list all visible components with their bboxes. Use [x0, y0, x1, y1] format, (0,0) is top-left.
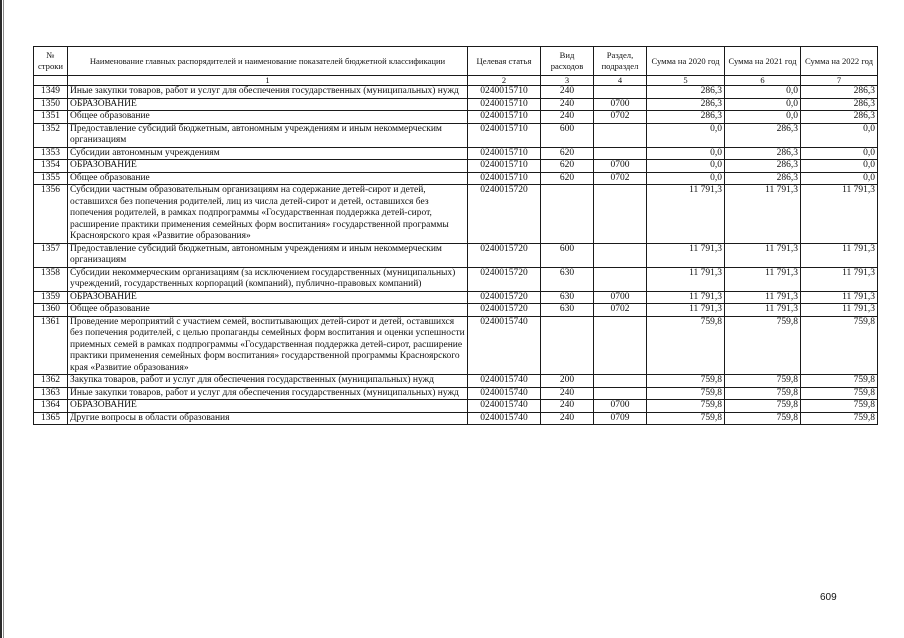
header-section: Раздел, подраздел	[594, 47, 647, 76]
column-number: 2	[468, 76, 541, 86]
row-sum-2021: 11 791,3	[725, 185, 801, 244]
column-number: 6	[725, 76, 801, 86]
table-row	[34, 98, 878, 111]
table-row	[34, 185, 878, 244]
row-section	[594, 267, 647, 291]
row-name: Общее образование	[68, 111, 468, 124]
table-row	[34, 123, 878, 147]
row-sum-2021: 759,8	[725, 412, 801, 425]
row-section	[594, 147, 647, 160]
row-sum-2020: 0,0	[647, 123, 725, 147]
row-section	[594, 375, 647, 388]
row-target-article: 0240015710	[468, 172, 541, 185]
row-sum-2022: 286,3	[801, 86, 878, 99]
row-expense-type	[541, 185, 594, 244]
row-target-article: 0240015710	[468, 98, 541, 111]
row-target-article: 0240015740	[468, 375, 541, 388]
row-section	[594, 185, 647, 244]
row-name: Субсидии некоммерческим организациям (за исключением государственных (муниципальных) учреждений, государственных корпораций (компаний), публично-правовых компаний)	[68, 267, 468, 291]
row-section: 0700	[594, 160, 647, 173]
row-section	[594, 123, 647, 147]
row-number: 1358	[34, 267, 68, 291]
row-sum-2021: 759,8	[725, 316, 801, 375]
row-section: 0700	[594, 291, 647, 304]
row-sum-2022: 759,8	[801, 400, 878, 413]
row-name: ОБРАЗОВАНИЕ	[68, 98, 468, 111]
budget-table	[33, 46, 878, 425]
row-sum-2021: 759,8	[725, 400, 801, 413]
row-number: 1354	[34, 160, 68, 173]
table-row	[34, 267, 878, 291]
row-number: 1355	[34, 172, 68, 185]
row-sum-2021: 759,8	[725, 387, 801, 400]
header-target-article: Целевая статья	[468, 47, 541, 76]
row-name: Субсидии автономным учреждениям	[68, 147, 468, 160]
row-sum-2020: 11 791,3	[647, 304, 725, 317]
table-row	[34, 304, 878, 317]
row-number: 1360	[34, 304, 68, 317]
row-sum-2020: 759,8	[647, 316, 725, 375]
column-number: 7	[801, 76, 878, 86]
row-section: 0702	[594, 304, 647, 317]
row-expense-type: 240	[541, 98, 594, 111]
header-row-number: № строки	[34, 47, 68, 76]
table-row	[34, 412, 878, 425]
row-sum-2022: 759,8	[801, 316, 878, 375]
row-expense-type: 240	[541, 400, 594, 413]
row-target-article: 0240015720	[468, 185, 541, 244]
column-number: 1	[68, 76, 468, 86]
row-name: ОБРАЗОВАНИЕ	[68, 400, 468, 413]
table-row	[34, 111, 878, 124]
row-expense-type: 630	[541, 267, 594, 291]
page-number: 609	[820, 592, 837, 603]
row-number: 1352	[34, 123, 68, 147]
row-sum-2020: 11 791,3	[647, 267, 725, 291]
table-row	[34, 86, 878, 99]
row-target-article: 0240015720	[468, 291, 541, 304]
row-sum-2022: 759,8	[801, 375, 878, 388]
row-sum-2022: 11 791,3	[801, 185, 878, 244]
table-row	[34, 147, 878, 160]
row-sum-2020: 0,0	[647, 172, 725, 185]
row-sum-2021: 11 791,3	[725, 243, 801, 267]
row-sum-2021: 11 791,3	[725, 291, 801, 304]
column-number: 3	[541, 76, 594, 86]
row-sum-2021: 0,0	[725, 111, 801, 124]
row-expense-type: 630	[541, 304, 594, 317]
row-section: 0709	[594, 412, 647, 425]
header-sum-2020: Сумма на 2020 год	[647, 47, 725, 76]
row-sum-2020: 759,8	[647, 375, 725, 388]
row-number: 1351	[34, 111, 68, 124]
row-sum-2021: 11 791,3	[725, 267, 801, 291]
row-section: 0702	[594, 172, 647, 185]
row-name: Субсидии частным образовательным организациям на содержание детей-сирот и детей, оставшихся без попечения родителей, лиц из числа детей-сирот и детей, оставшихся без попечения родителей, в рамках подпрограммы «Государственная поддержка детей-сирот, расширение практики применения семейных форм воспитания» государственной программы Красноярского края «Развитие образования»	[68, 185, 468, 244]
table-row	[34, 387, 878, 400]
row-number: 1362	[34, 375, 68, 388]
header-sum-2022: Сумма на 2022 год	[801, 47, 878, 76]
row-section: 0702	[594, 111, 647, 124]
row-name: Предоставление субсидий бюджетным, автономным учреждениям и иным некоммерческим организациям	[68, 243, 468, 267]
row-name: Проведение мероприятий с участием семей, воспитывающих детей-сирот и детей, оставшихся без попечения родителей, с целью пропаганды семейных форм воспитания и оценки успешности приемных семей в рамках подпрограммы «Государственная поддержка детей-сирот, расширение практики применения семейных форм воспитания» государственной программы Красноярского края «Развитие образования»	[68, 316, 468, 375]
row-target-article: 0240015710	[468, 86, 541, 99]
row-expense-type: 600	[541, 243, 594, 267]
row-target-article: 0240015720	[468, 267, 541, 291]
row-sum-2020: 11 791,3	[647, 185, 725, 244]
table-row	[34, 316, 878, 375]
row-sum-2022: 759,8	[801, 412, 878, 425]
row-name: Общее образование	[68, 304, 468, 317]
row-sum-2020: 759,8	[647, 412, 725, 425]
row-expense-type: 620	[541, 147, 594, 160]
row-name: Общее образование	[68, 172, 468, 185]
row-expense-type: 620	[541, 160, 594, 173]
row-sum-2022: 0,0	[801, 147, 878, 160]
row-number: 1349	[34, 86, 68, 99]
row-sum-2021: 286,3	[725, 160, 801, 173]
row-section: 0700	[594, 400, 647, 413]
row-name: ОБРАЗОВАНИЕ	[68, 291, 468, 304]
row-sum-2021: 0,0	[725, 98, 801, 111]
row-section	[594, 387, 647, 400]
row-name: Иные закупки товаров, работ и услуг для обеспечения государственных (муниципальных) нужд	[68, 387, 468, 400]
row-expense-type: 620	[541, 172, 594, 185]
table-row	[34, 375, 878, 388]
row-sum-2020: 11 791,3	[647, 243, 725, 267]
row-section: 0700	[594, 98, 647, 111]
table-row	[34, 291, 878, 304]
row-target-article: 0240015710	[468, 160, 541, 173]
row-target-article: 0240015740	[468, 387, 541, 400]
row-sum-2020: 286,3	[647, 111, 725, 124]
row-target-article: 0240015720	[468, 243, 541, 267]
row-sum-2022: 0,0	[801, 160, 878, 173]
row-expense-type: 200	[541, 375, 594, 388]
row-sum-2022: 286,3	[801, 98, 878, 111]
row-number: 1363	[34, 387, 68, 400]
row-sum-2021: 11 791,3	[725, 304, 801, 317]
column-number: 4	[594, 76, 647, 86]
row-expense-type	[541, 316, 594, 375]
row-number: 1353	[34, 147, 68, 160]
row-expense-type: 240	[541, 86, 594, 99]
row-name: Предоставление субсидий бюджетным, автономным учреждениям и иным некоммерческим организациям	[68, 123, 468, 147]
row-sum-2020: 0,0	[647, 147, 725, 160]
scan-page-edge	[0, 0, 2, 638]
row-sum-2020: 0,0	[647, 160, 725, 173]
row-sum-2021: 286,3	[725, 147, 801, 160]
table-row	[34, 400, 878, 413]
row-sum-2020: 286,3	[647, 86, 725, 99]
row-name: Другие вопросы в области образования	[68, 412, 468, 425]
table-row	[34, 243, 878, 267]
row-number: 1364	[34, 400, 68, 413]
column-number-row	[34, 76, 878, 86]
row-sum-2022: 0,0	[801, 123, 878, 147]
row-target-article: 0240015740	[468, 316, 541, 375]
row-sum-2022: 11 791,3	[801, 243, 878, 267]
row-target-article: 0240015710	[468, 123, 541, 147]
row-target-article: 0240015710	[468, 147, 541, 160]
row-sum-2022: 11 791,3	[801, 291, 878, 304]
row-name: ОБРАЗОВАНИЕ	[68, 160, 468, 173]
column-number	[34, 76, 68, 86]
row-target-article: 0240015710	[468, 111, 541, 124]
row-number: 1356	[34, 185, 68, 244]
row-section	[594, 86, 647, 99]
header-name: Наименование главных распорядителей и наименование показателей бюджетной классификации	[68, 47, 468, 76]
row-sum-2022: 0,0	[801, 172, 878, 185]
row-section	[594, 316, 647, 375]
row-name: Закупка товаров, работ и услуг для обеспечения государственных (муниципальных) нужд	[68, 375, 468, 388]
row-number: 1361	[34, 316, 68, 375]
row-sum-2022: 286,3	[801, 111, 878, 124]
row-target-article: 0240015720	[468, 304, 541, 317]
scan-page-edge-shadow	[3, 0, 4, 638]
row-sum-2020: 759,8	[647, 400, 725, 413]
column-number: 5	[647, 76, 725, 86]
row-sum-2020: 286,3	[647, 98, 725, 111]
row-target-article: 0240015740	[468, 412, 541, 425]
row-name: Иные закупки товаров, работ и услуг для обеспечения государственных (муниципальных) нужд	[68, 86, 468, 99]
row-number: 1359	[34, 291, 68, 304]
row-expense-type: 240	[541, 387, 594, 400]
row-expense-type: 240	[541, 111, 594, 124]
header-sum-2021: Сумма на 2021 год	[725, 47, 801, 76]
table-header-row	[34, 47, 878, 76]
row-sum-2020: 11 791,3	[647, 291, 725, 304]
row-sum-2022: 759,8	[801, 387, 878, 400]
table-row	[34, 172, 878, 185]
row-expense-type: 600	[541, 123, 594, 147]
table-row	[34, 160, 878, 173]
row-expense-type: 630	[541, 291, 594, 304]
row-number: 1357	[34, 243, 68, 267]
row-sum-2022: 11 791,3	[801, 304, 878, 317]
row-sum-2021: 286,3	[725, 172, 801, 185]
row-section	[594, 243, 647, 267]
row-sum-2022: 11 791,3	[801, 267, 878, 291]
header-expense-type: Вид расходов	[541, 47, 594, 76]
row-number: 1350	[34, 98, 68, 111]
row-expense-type: 240	[541, 412, 594, 425]
row-sum-2021: 0,0	[725, 86, 801, 99]
row-number: 1365	[34, 412, 68, 425]
row-sum-2021: 759,8	[725, 375, 801, 388]
row-sum-2020: 759,8	[647, 387, 725, 400]
row-sum-2021: 286,3	[725, 123, 801, 147]
row-target-article: 0240015740	[468, 400, 541, 413]
